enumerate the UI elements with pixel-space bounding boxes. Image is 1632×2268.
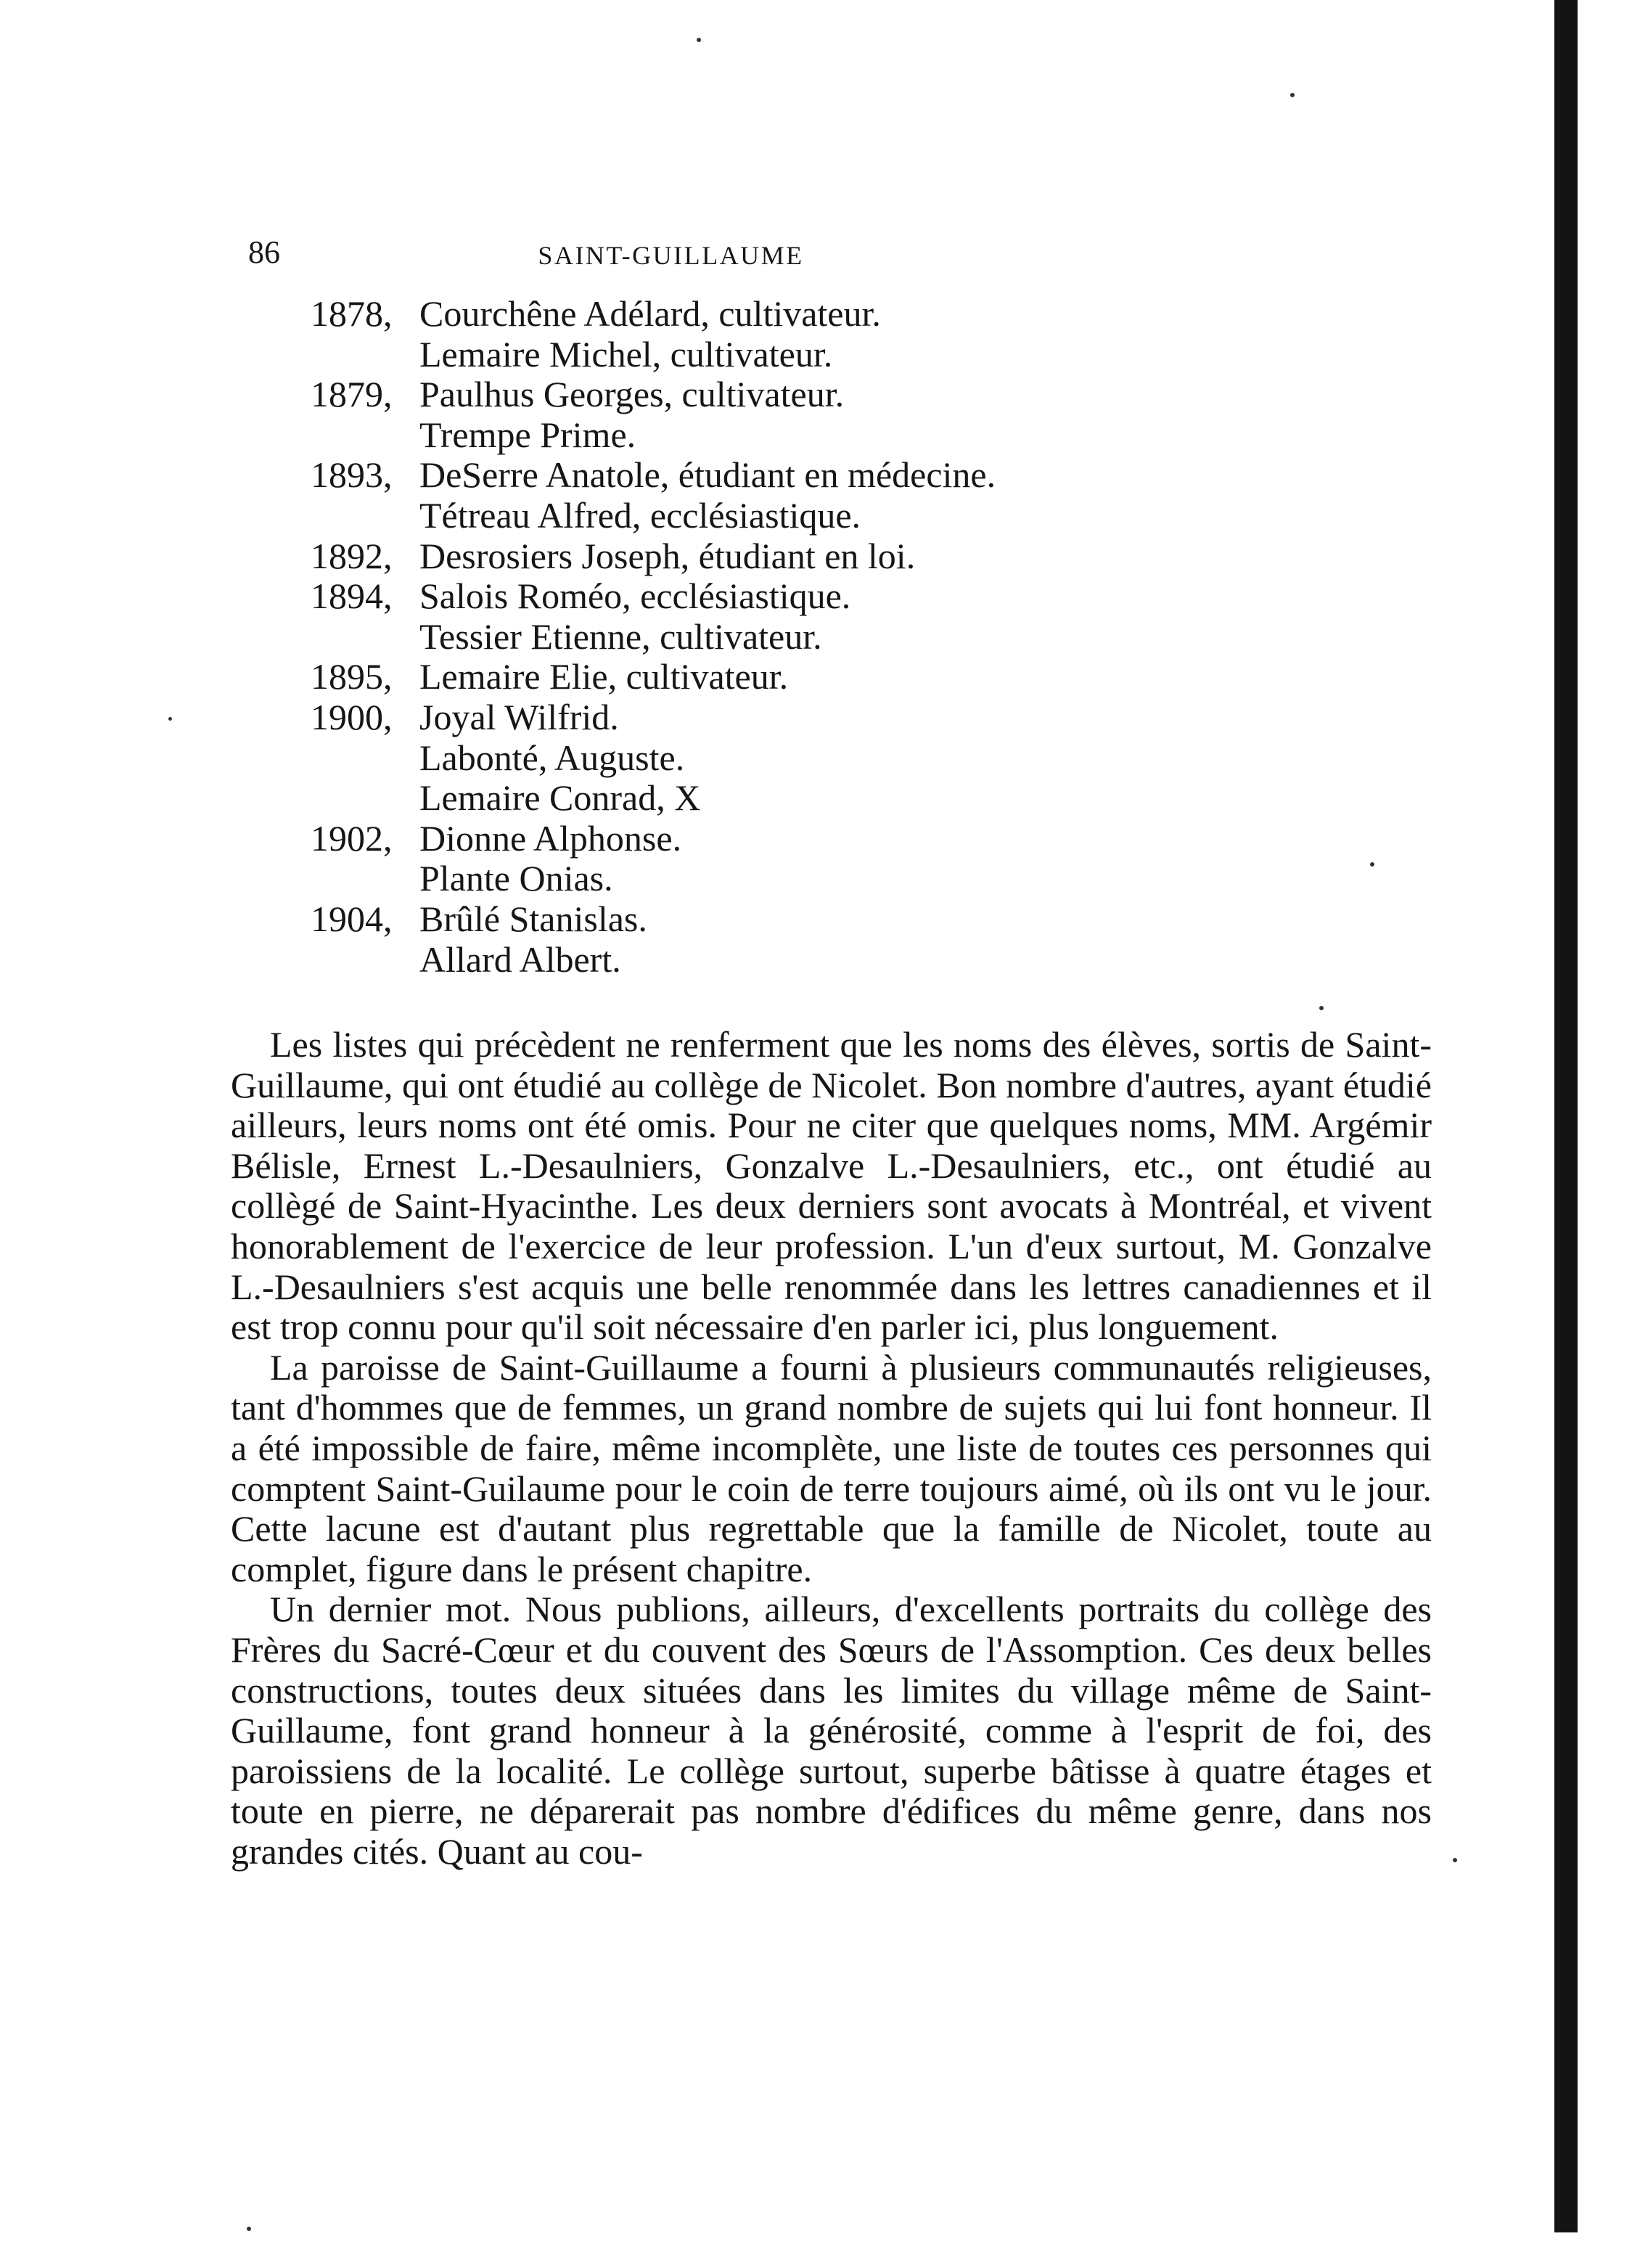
student-roster — [311, 294, 1254, 980]
roster-name: Brûlé Stanislas. — [419, 898, 647, 939]
roster-year: 1892, — [311, 535, 393, 576]
roster-name: Paulhus Georges, cultivateur. — [419, 374, 845, 415]
scan-speck — [1290, 93, 1295, 97]
roster-entry — [311, 657, 1254, 697]
roster-entry — [311, 374, 1254, 415]
scan-speck — [1370, 862, 1374, 867]
roster-name: Labonté, Auguste. — [419, 737, 685, 778]
paragraph: Un dernier mot. Nous publions, ailleurs, d'excellents portraits du collège des Frères du Sacré-Cœur et du couvent des Sœurs de l'Assomption. Ces deux belles constructions, toutes deux situées dans les limites du village même de Saint-Guillaume, font grand honneur à la générosité, comme à l'esprit de foi, des paroissiens de la localité. Le collège surtout, superbe bâtisse à quatre étages et toute en pierre, ne déparerait pas nombre d'édifices du même genre, dans nos grandes cités. Quant au cou- — [231, 1589, 1432, 1872]
roster-entry — [311, 899, 1254, 940]
scan-speck — [168, 717, 172, 721]
roster-entry — [311, 455, 1254, 496]
roster-entry — [311, 496, 1254, 536]
page-edge-shadow — [1554, 0, 1578, 2232]
roster-name: Joyal Wilfrid. — [419, 696, 619, 737]
roster-year: 1878, — [311, 293, 393, 334]
roster-year: 1904, — [311, 898, 393, 939]
scan-speck — [1319, 1006, 1324, 1010]
roster-year: 1895, — [311, 656, 393, 697]
roster-name: Dionne Alphonse. — [419, 817, 682, 859]
roster-entry — [311, 859, 1254, 899]
roster-entry — [311, 697, 1254, 738]
roster-entry — [311, 819, 1254, 859]
running-title: SAINT-GUILLAUME — [538, 241, 804, 270]
roster-year: 1879, — [311, 374, 393, 415]
roster-name: Tétreau Alfred, ecclésiastique. — [419, 494, 861, 536]
running-header — [248, 231, 1028, 274]
roster-year: 1902, — [311, 817, 393, 859]
page-number: 86 — [248, 234, 280, 270]
roster-entry — [311, 536, 1254, 577]
roster-name: Salois Roméo, ecclésiastique. — [419, 576, 851, 617]
roster-entry — [311, 617, 1254, 658]
roster-name: Desrosiers Joseph, étudiant en loi. — [419, 535, 916, 576]
scan-speck — [697, 38, 701, 42]
roster-name: Courchêne Adélard, cultivateur. — [419, 293, 881, 334]
scan-speck — [247, 2227, 251, 2231]
roster-name: Allard Albert. — [419, 938, 621, 980]
roster-name: Lemaire Elie, cultivateur. — [419, 656, 789, 697]
roster-name: Trempe Prime. — [419, 414, 636, 455]
paragraph: La paroisse de Saint-Guillaume a fourni à plusieurs communautés religieuses, tant d'hommes que de femmes, un grand nombre de sujets qui lui font honneur. Il a été impossible de faire, même incomplète, une liste de toutes ces personnes qui comptent Saint-Guilaume pour le coin de terre toujours aimé, où ils ont vu le jour. Cette lacune est d'autant plus regrettable que la famille de Nicolet, toute au complet, figure dans le présent chapitre. — [231, 1346, 1432, 1589]
roster-name: Plante Onias. — [419, 858, 613, 899]
roster-entry — [311, 778, 1254, 819]
roster-entry — [311, 576, 1254, 617]
paragraph: Les listes qui précèdent ne renferment que les noms des élèves, sortis de Saint-Guillaume, qui ont étudié au collège de Nicolet. Bon nombre d'autres, ayant étudié ailleurs, leurs noms ont été omis. Pour ne citer que quelques noms, MM. Argémir Bélisle, Ernest L.-Desaulniers, Gonzalve L.-Desaulniers, etc., ont étudié au collègé de Saint-Hyacinthe. Les deux derniers sont avocats à Montréal, et vivent honorablement de l'exercice de leur profession. L'un d'eux surtout, M. Gonzalve L.-Desaulniers s'est acquis une belle renommée dans les lettres canadiennes et il est trop connu pour qu'il soit nécessaire d'en parler ici, plus longuement. — [231, 1024, 1432, 1348]
roster-entry — [311, 738, 1254, 779]
roster-entry — [311, 940, 1254, 981]
roster-entry — [311, 294, 1254, 335]
roster-entry — [311, 335, 1254, 375]
roster-year: 1893, — [311, 454, 393, 496]
roster-name: Lemaire Conrad, X — [419, 777, 701, 819]
roster-year: 1900, — [311, 696, 393, 737]
body-text — [231, 1025, 1432, 1872]
roster-name: Tessier Etienne, cultivateur. — [419, 615, 822, 657]
roster-year: 1894, — [311, 576, 393, 617]
roster-name: Lemaire Michel, cultivateur. — [419, 333, 833, 374]
scan-speck — [1453, 1858, 1457, 1862]
roster-name: DeSerre Anatole, étudiant en médecine. — [419, 454, 996, 496]
roster-entry — [311, 415, 1254, 456]
